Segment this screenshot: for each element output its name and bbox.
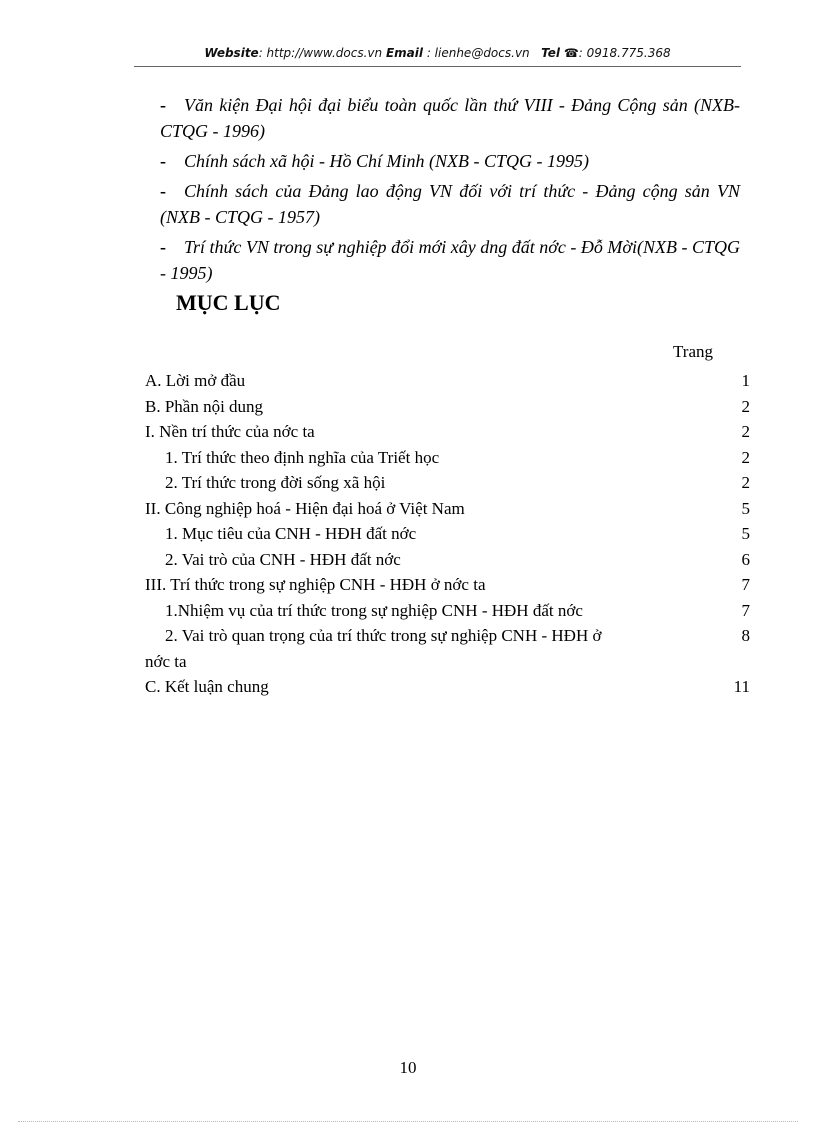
bullet-dash-icon: -: [160, 95, 166, 115]
email-label: Email: [385, 46, 423, 60]
toc-entry-label: 1. Trí thức theo định nghĩa của Triết học: [165, 447, 440, 467]
toc-entry: [145, 470, 750, 496]
toc-entry-page: 2: [741, 422, 750, 441]
toc-entry-page: 5: [741, 498, 750, 518]
toc-entry: [145, 598, 750, 624]
page-number: 10: [399, 1058, 417, 1077]
tel-label: Tel: [541, 46, 560, 60]
toc-entry-label: A. Lời mở đầu: [145, 371, 246, 390]
toc-entry: [145, 496, 750, 522]
toc-entry-page: 11: [733, 677, 750, 696]
toc-entry-label: B. Phần nội dung: [145, 396, 264, 416]
toc-entry: [145, 521, 750, 547]
website-value: : http://www.docs.vn: [258, 46, 383, 60]
toc-entry: [145, 623, 750, 674]
tel-value: : 0918.775.368: [578, 46, 671, 60]
toc-entry: [145, 419, 750, 445]
reference-item: [160, 178, 740, 230]
reference-item: [160, 92, 740, 144]
reference-item: [160, 148, 740, 174]
toc-entry-label: 1. Mục tiêu của CNH - HĐH đất nớc: [165, 524, 417, 543]
reference-text: Chính sách của Đảng lao động VN đối với trí thức - Đảng cộng sản VN (NXB - CTQG - 1957): [160, 181, 740, 227]
page-header: [134, 46, 741, 66]
website-label: Website: [204, 46, 259, 60]
reference-text: Chính sách xã hội - Hồ Chí Minh (NXB - CTQG - 1995): [184, 151, 589, 171]
phone-icon: ☎: [563, 46, 579, 60]
toc-entry-page: 2: [741, 396, 750, 416]
toc-entry-label: I. Nền trí thức của nớc ta: [145, 422, 315, 441]
toc-entry-label: 2. Trí thức trong đời sống xã hội: [165, 473, 386, 492]
email-value: : lienhe@docs.vn: [423, 46, 530, 60]
toc-entry: [145, 394, 750, 420]
bullet-dash-icon: -: [160, 151, 166, 171]
toc-page-column-header: Trang: [673, 342, 713, 361]
toc-entry-page: 7: [741, 575, 750, 594]
toc-entry-page: 7: [741, 600, 750, 620]
toc-entry-page: 6: [741, 549, 750, 569]
reference-item: [160, 234, 740, 286]
reference-list: [160, 92, 740, 290]
toc-entry: [145, 674, 750, 700]
toc-entry-label: C. Kết luận chung: [145, 677, 269, 696]
toc-entry-page: 2: [741, 473, 750, 492]
reference-text: Văn kiện Đại hội đại biểu toàn quốc lần thứ VIII - Đảng Cộng sản (NXB- CTQG - 1996): [160, 95, 740, 141]
toc-entry-page: 5: [741, 524, 750, 543]
toc-entry: [145, 547, 750, 573]
reference-text: Trí thức VN trong sự nghiệp đổi mới xây dng đất nớc - Đỗ Mời(NXB - CTQG - 1995): [160, 237, 740, 283]
bullet-dash-icon: -: [160, 237, 166, 257]
page-bottom-edge: [18, 1121, 798, 1122]
toc-entry-page: 1: [741, 371, 750, 390]
toc-entry-label-continuation: nớc ta: [145, 651, 187, 671]
toc-entry-label: III. Trí thức trong sự nghiệp CNH - HĐH ở nớc ta: [145, 575, 486, 594]
toc-entry-label: 2. Vai trò của CNH - HĐH đất nớc: [165, 549, 401, 569]
toc-title: MỤC LỤC: [176, 290, 281, 315]
toc-entry: [145, 368, 750, 394]
header-divider: [134, 66, 741, 67]
toc-entry: [145, 572, 750, 598]
toc-entry-label: 1.Nhiệm vụ của trí thức trong sự nghiệp CNH - HĐH đất nớc: [165, 600, 583, 620]
toc-entry-label: II. Công nghiệp hoá - Hiện đại hoá ở Việt Nam: [145, 498, 465, 518]
toc-entry-page: 8: [741, 626, 750, 645]
toc-entry: [145, 445, 750, 471]
toc-entry-label: 2. Vai trò quan trọng của trí thức trong sự nghiệp CNH - HĐH ở: [165, 626, 602, 645]
table-of-contents: [145, 368, 750, 700]
bullet-dash-icon: -: [160, 181, 166, 201]
toc-entry-page: 2: [741, 447, 750, 467]
